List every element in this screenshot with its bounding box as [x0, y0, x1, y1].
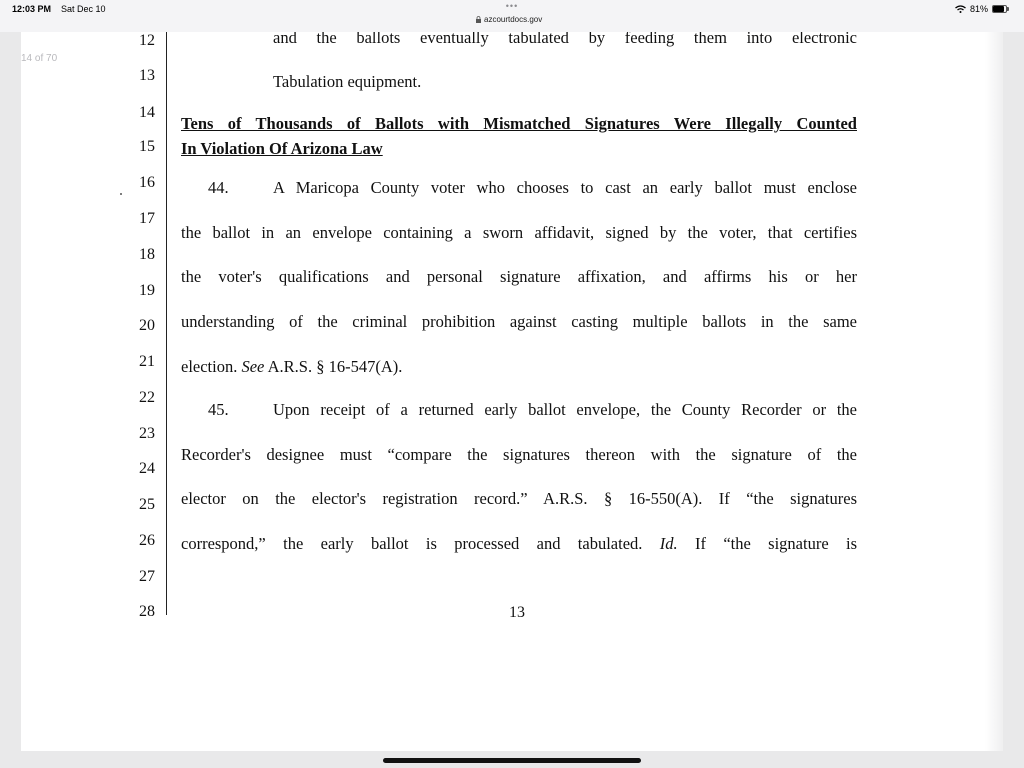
battery-percent: 81%	[969, 4, 988, 14]
body-text-line: the voter's qualifications and personal signature affixation, and affirms his or her	[181, 267, 857, 286]
body-text-line: A Maricopa County voter who chooses to cast an early ballot must enclose	[273, 178, 857, 197]
body-text-line	[181, 536, 857, 553]
body-text-line: and the ballots eventually tabulated by feeding them into electronic	[273, 32, 857, 47]
body-text-line	[181, 359, 402, 376]
body-text-line: the ballot in an envelope containing a sworn affidavit, signed by the voter, that certifies	[181, 223, 857, 242]
page-edge	[985, 32, 1003, 751]
status-bar	[0, 0, 1024, 32]
line-number: 22	[139, 389, 155, 406]
line-number: 17	[139, 210, 155, 227]
body-text-line: Recorder's designee must “compare the signatures thereon with the signature of the	[181, 445, 857, 464]
document-viewer[interactable]	[0, 32, 1024, 768]
line-number: 26	[139, 532, 155, 549]
body-text-line: Tabulation equipment.	[273, 72, 422, 91]
lock-icon	[476, 16, 481, 23]
line-number: 24	[139, 460, 155, 477]
line-number: 15	[139, 138, 155, 155]
margin-rule	[166, 32, 167, 615]
line-number: 20	[139, 317, 155, 334]
address-bar[interactable]	[476, 15, 542, 24]
text-run: If “the signature is	[677, 534, 857, 553]
status-date: Sat Dec 10	[61, 4, 106, 14]
section-heading: Tens of Thousands of Ballots with Mismatched Signatures Were Illegally Counted	[181, 114, 857, 133]
line-number: 13	[139, 67, 155, 84]
text-run: A.R.S. § 16-547(A).	[264, 357, 403, 376]
battery-icon	[992, 5, 1010, 13]
home-indicator[interactable]	[383, 758, 641, 763]
paragraph-number: 44.	[208, 178, 229, 197]
body-text-line: understanding of the criminal prohibition against casting multiple ballots in the same	[181, 312, 857, 331]
status-indicators	[955, 4, 1010, 14]
citation-signal: Id.	[659, 534, 678, 553]
body-text-line: elector on the elector's registration record.” A.R.S. § 16-550(A). If “the signatures	[181, 489, 857, 508]
line-number: 18	[139, 246, 155, 263]
line-number: 16	[139, 174, 155, 191]
line-number: 28	[139, 603, 155, 620]
line-number: 23	[139, 425, 155, 442]
body-text-line: Upon receipt of a returned early ballot envelope, the County Recorder or the	[273, 400, 857, 419]
document-page	[21, 32, 1003, 751]
citation-signal: See	[241, 357, 265, 376]
paragraph-number: 45.	[208, 400, 229, 419]
line-number: 21	[139, 353, 155, 370]
section-heading: In Violation Of Arizona Law	[181, 139, 383, 158]
url-text: azcourtdocs.gov	[484, 15, 543, 24]
more-options-icon[interactable]: •••	[505, 1, 519, 11]
wifi-icon	[955, 5, 966, 13]
line-number: 14	[139, 104, 155, 121]
line-number: 25	[139, 496, 155, 513]
page-counter: 14 of 70	[21, 53, 58, 64]
line-number: 19	[139, 282, 155, 299]
status-time: 12:03 PM	[12, 4, 52, 14]
stray-mark	[120, 193, 122, 195]
line-number: 27	[139, 568, 155, 585]
page-number: 13	[509, 604, 525, 621]
text-run: correspond,” the early ballot is processed and tabulated.	[181, 534, 660, 553]
text-run: election.	[181, 357, 242, 376]
line-number: 12	[139, 32, 155, 49]
